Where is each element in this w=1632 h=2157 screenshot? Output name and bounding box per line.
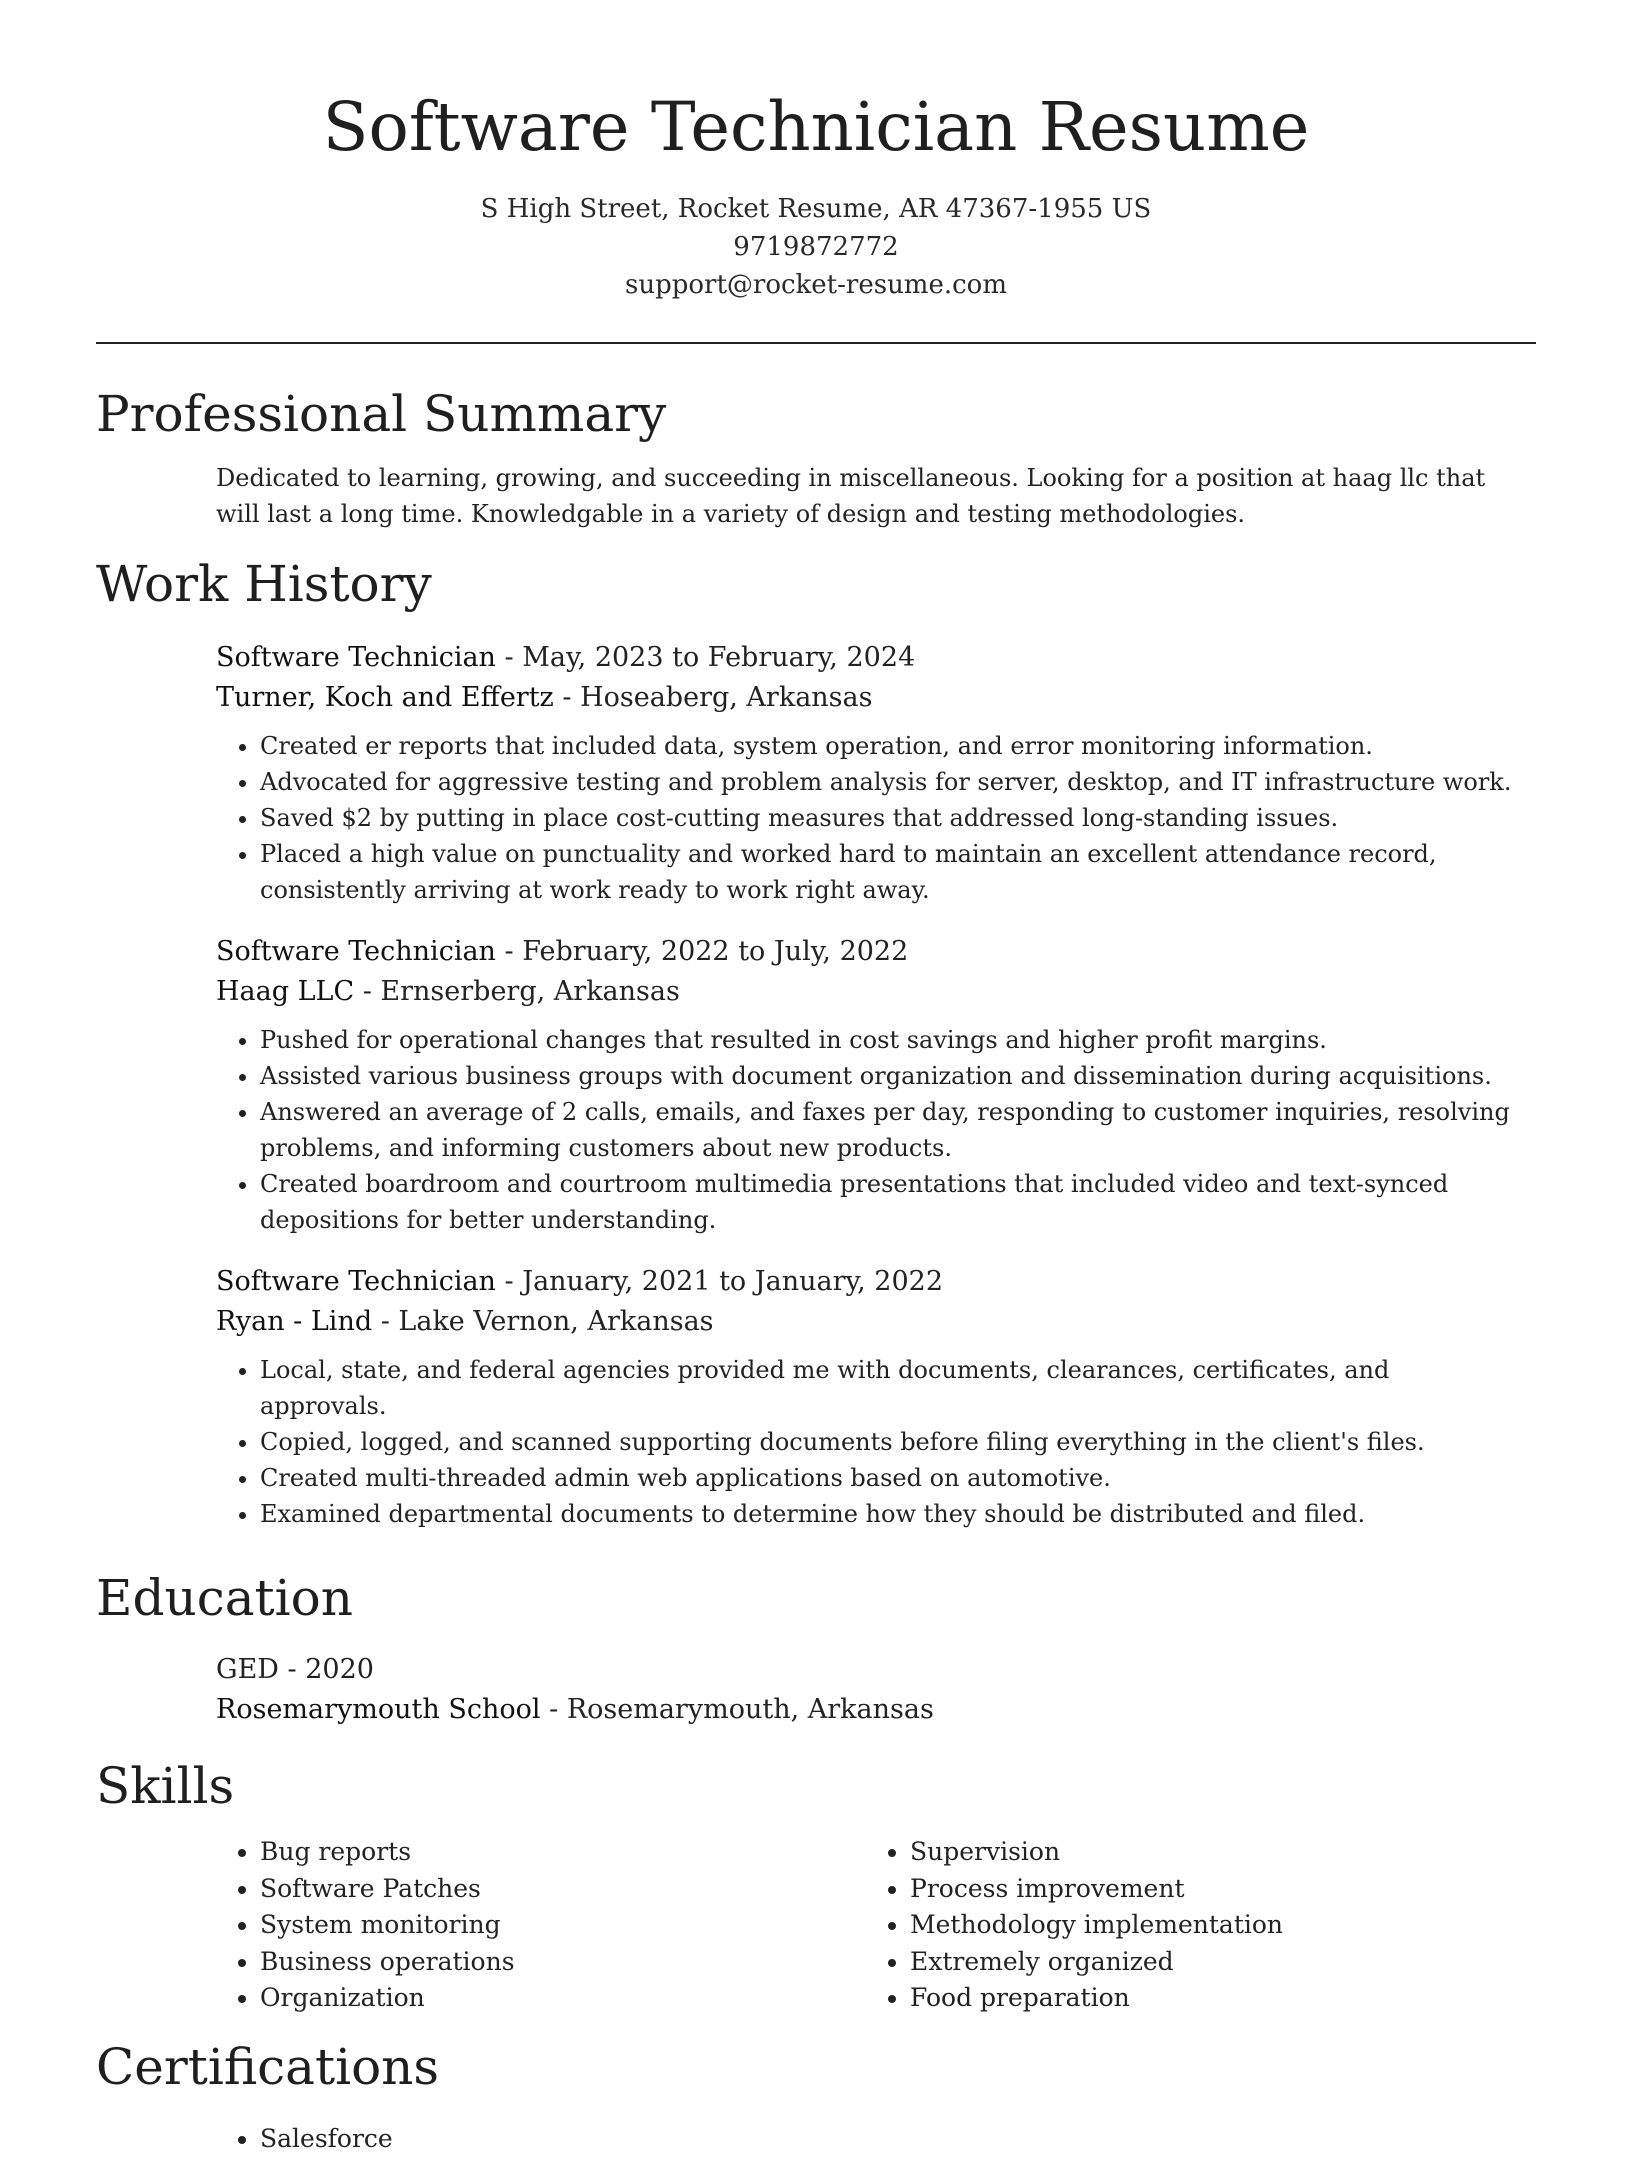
job-role: Software Technician: [216, 642, 496, 673]
job-location: Lake Vernon, Arkansas: [398, 1306, 714, 1337]
skill-item: • Software Patches: [260, 1871, 866, 1908]
job-location: Hoseaberg, Arkansas: [580, 682, 873, 713]
resume-title: Software Technician Resume: [322, 88, 1310, 166]
job-bullet: • Assisted various business groups with document organization and dissemination during acquisitions.: [260, 1058, 1516, 1094]
skill-item: • Organization: [260, 1980, 866, 2017]
job-title-line: [216, 638, 1516, 678]
skill-item: • Process improvement: [910, 1871, 1516, 1908]
separator: -: [354, 976, 381, 1007]
phone: 9719872772: [733, 232, 899, 262]
contact-block: [0, 190, 1632, 304]
job-bullet: • Placed a high value on punctuality and worked hard to maintain an excellent attendance record, consistently arriving at work ready to work right away.: [260, 836, 1516, 908]
job-company-line: [216, 678, 1516, 718]
job-dates: January, 2021 to January, 2022: [522, 1266, 944, 1297]
job-bullets: [216, 1352, 1516, 1532]
summary-section: [96, 372, 1536, 532]
education-heading: Education: [96, 1569, 353, 1627]
job-role: Software Technician: [216, 936, 496, 967]
job-entry: [216, 932, 1516, 1238]
separator: -: [372, 1306, 399, 1337]
skills-section: [96, 1744, 1536, 2017]
education-section: [96, 1556, 1536, 1730]
degree: GED: [216, 1654, 279, 1685]
summary-text: Dedicated to learning, growing, and succeeding in miscellaneous. Looking for a position at haag llc that will last a long time. Knowledgable in a variety of design and testing methodologies.: [216, 464, 1486, 528]
job-bullets: [216, 728, 1516, 908]
skill-item: • System monitoring: [260, 1907, 866, 1944]
school-location: Rosemarymouth, Arkansas: [566, 1694, 934, 1725]
skills-heading: Skills: [96, 1757, 235, 1815]
company-name: Haag LLC: [216, 976, 355, 1007]
skills-left-column: [216, 1834, 866, 2017]
job-entry: [216, 638, 1516, 908]
job-bullet: • Created multi-threaded admin web applications based on automotive.: [260, 1460, 1516, 1496]
company-name: Ryan - Lind: [216, 1306, 373, 1337]
address: S High Street, Rocket Resume, AR 47367-1955 US: [480, 194, 1152, 224]
skills-columns: [216, 1834, 1516, 2017]
company-name: Turner, Koch and Effertz: [216, 682, 554, 713]
jobs-list: [216, 638, 1516, 1532]
separator: -: [495, 936, 523, 967]
email: support@rocket-resume.com: [624, 270, 1007, 300]
separator: -: [553, 682, 581, 713]
job-title-line: [216, 932, 1516, 972]
job-bullet: • Copied, logged, and scanned supporting documents before filing everything in the client's files.: [260, 1424, 1516, 1460]
job-bullet: • Advocated for aggressive testing and problem analysis for server, desktop, and IT infrastructure work.: [260, 764, 1516, 800]
job-bullets: [216, 1022, 1516, 1238]
job-bullet: • Pushed for operational changes that resulted in cost savings and higher profit margins.: [260, 1022, 1516, 1058]
job-bullet: • Local, state, and federal agencies provided me with documents, clearances, certificates, and approvals.: [260, 1352, 1516, 1424]
resume-header: [0, 0, 1632, 304]
job-company-line: [216, 1302, 1516, 1342]
summary-heading: Professional Summary: [96, 385, 667, 443]
skill-item: • Bug reports: [260, 1834, 866, 1871]
skill-item: • Extremely organized: [910, 1944, 1516, 1981]
resume-content: [96, 372, 1536, 2157]
job-bullet: • Created boardroom and courtroom multimedia presentations that included video and text-synced depositions for better understanding.: [260, 1166, 1516, 1238]
job-bullet: • Answered an average of 2 calls, emails, and faxes per day, responding to customer inquiries, resolving problems, and informing customers about new products.: [260, 1094, 1516, 1166]
job-location: Ernserberg, Arkansas: [380, 976, 680, 1007]
work-history-section: [96, 542, 1536, 1532]
job-bullet: • Saved $2 by putting in place cost-cutting measures that addressed long-standing issues.: [260, 800, 1516, 836]
certification-item: • Salesforce: [260, 2121, 1516, 2157]
job-bullet: • Examined departmental documents to determine how they should be distributed and filed.: [260, 1496, 1516, 1532]
separator: -: [495, 1266, 523, 1297]
skills-right-column: [866, 1834, 1516, 2017]
header-divider: [96, 342, 1536, 344]
work-history-heading: Work History: [96, 555, 432, 613]
job-bullet: • Created er reports that included data, system operation, and error monitoring information.: [260, 728, 1516, 764]
school-line: [216, 1690, 1516, 1730]
skill-item: • Supervision: [910, 1834, 1516, 1871]
education-entry: [216, 1650, 1516, 1730]
job-dates: February, 2022 to July, 2022: [522, 936, 909, 967]
graduation-year: 2020: [305, 1654, 374, 1685]
certifications-heading: Certifications: [96, 2037, 440, 2096]
job-company-line: [216, 972, 1516, 1012]
job-entry: [216, 1262, 1516, 1532]
degree-line: [216, 1650, 1516, 1690]
school-name: Rosemarymouth School: [216, 1694, 541, 1725]
job-dates: May, 2023 to February, 2024: [522, 642, 916, 673]
job-role: Software Technician: [216, 1266, 496, 1297]
separator: -: [278, 1654, 306, 1685]
separator: -: [540, 1694, 567, 1725]
job-title-line: [216, 1262, 1516, 1302]
certifications-list: [216, 2121, 1516, 2157]
separator: -: [495, 642, 523, 673]
skill-item: • Methodology implementation: [910, 1907, 1516, 1944]
skill-item: • Food preparation: [910, 1980, 1516, 2017]
certifications-section: [96, 2025, 1536, 2157]
skill-item: • Business operations: [260, 1944, 866, 1981]
